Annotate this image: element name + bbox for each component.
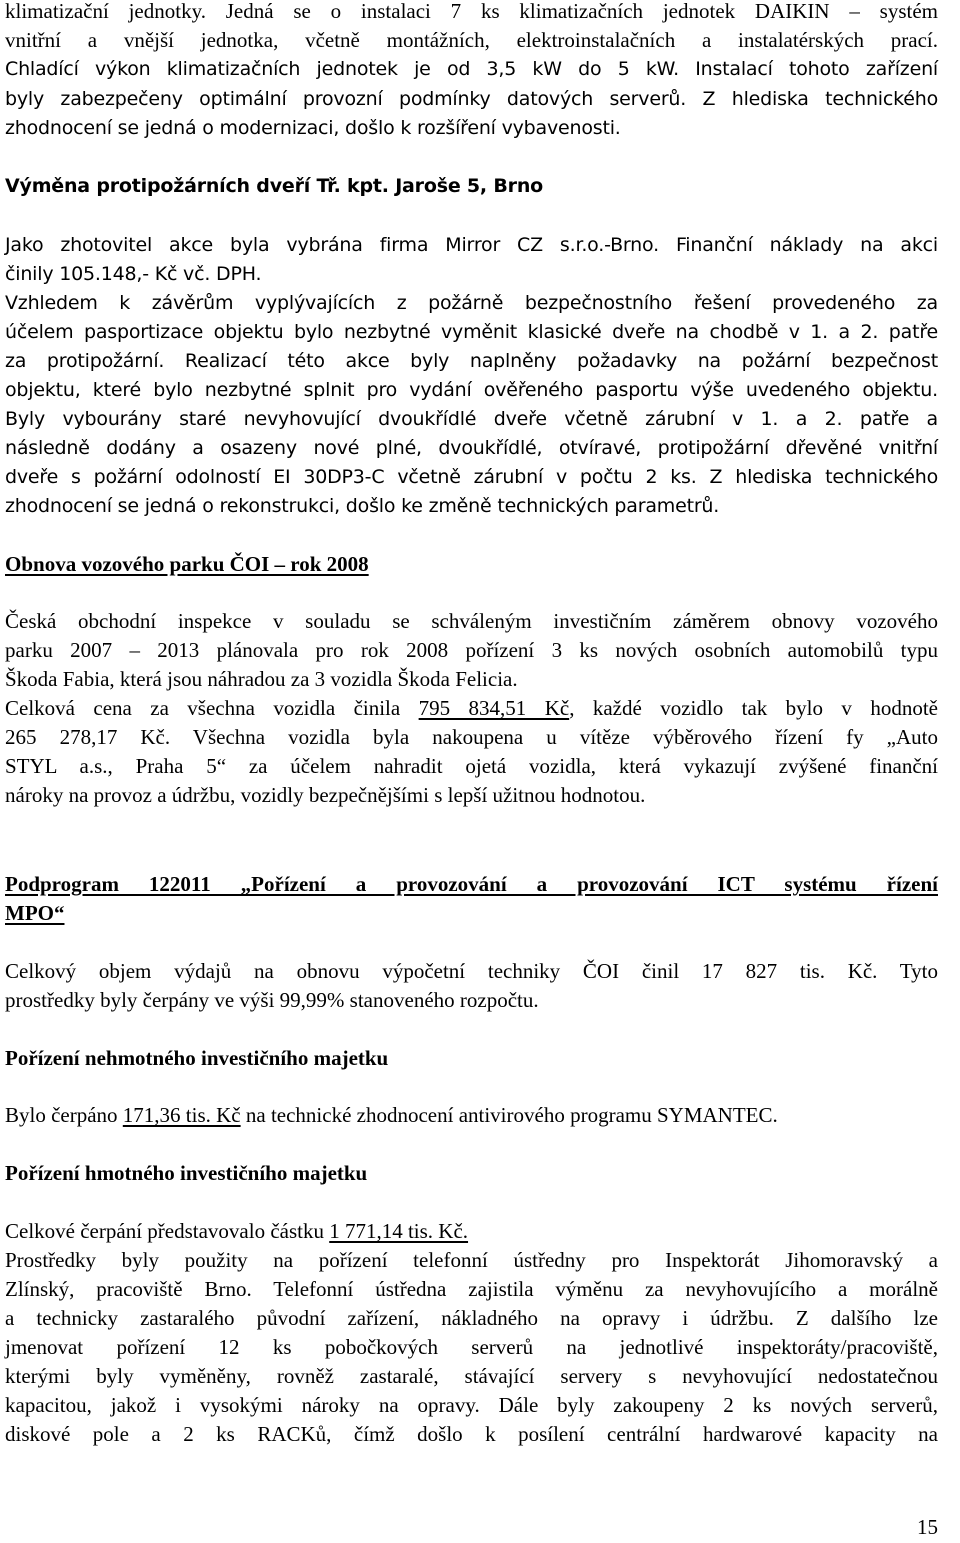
text-line — [5, 1217, 938, 1247]
text-line: diskové pole a 2 ks RACKů, čímž došlo k posílení centrální hardwarové kapacity na — [5, 1422, 938, 1446]
text-line: Prostředky byly použity na pořízení telefonní ústředny pro Inspektorát Jihomoravský a — [5, 1248, 938, 1272]
text-line: kapacitou, jakož i vysokými nároky na opravy. Dále byly zakoupeny 2 ks nových serverů, — [5, 1393, 938, 1417]
text-line: byly zabezpečeny optimální provozní podmínky datových serverů. Z hlediska technického — [5, 88, 938, 110]
text-line: 265 278,17 Kč. Všechna vozidla byla nakoupena u vítěze výběrového řízení fy „Auto — [5, 725, 938, 749]
amount-nehmotny: 171,36 tis. Kč — [122, 1103, 241, 1127]
section-heading-podprogram: Podprogram 122011 „Pořízení a provozování a provozování ICT systému řízení — [5, 872, 938, 896]
section-heading-dvere: Výměna protipožárních dveří Tř. kpt. Jaroše 5, Brno — [5, 175, 543, 197]
text-line: dveře s požární odolností EI 30DP3-C včetně zárubní v počtu 2 ks. Z hlediska technického — [5, 466, 938, 488]
text-line: Česká obchodní inspekce v souladu se schváleným investičním záměrem obnovy vozového — [5, 609, 938, 633]
text-line: činily 105.148,- Kč vč. DPH. — [5, 263, 262, 285]
text-span: , každé vozidlo tak bylo v hodnotě — [569, 696, 938, 720]
section-heading-nehmotny: Pořízení nehmotného investičního majetku — [5, 1046, 389, 1070]
text-line: klimatizační jednotky. Jedná se o instalaci 7 ks klimatizačních jednotek DAIKIN – systém — [5, 0, 938, 23]
text-line: parku 2007 – 2013 plánovala pro rok 2008 pořízení 3 ks nových osobních automobilů typu — [5, 638, 938, 662]
text-line: Chladící výkon klimatizačních jednotek je od 3,5 kW do 5 kW. Instalací tohoto zařízení — [5, 58, 938, 80]
text-line: jmenovat pořízení 12 ks pobočkových serverů na jednotlivé inspektoráty/pracoviště, — [5, 1335, 938, 1359]
text-line: STYL a.s., Praha 5“ za účelem nahradit ojetá vozidla, která vykazují zvýšené finanční — [5, 754, 938, 778]
text-line: a technicky zastaralého původní zařízení, nákladného na opravy i údržbu. Z dalšího lze — [5, 1306, 938, 1330]
text-line: následně dodány a osazeny nové plné, dvoukřídlé, otvíravé, protipožární dřevěné vnitřní — [5, 437, 938, 459]
section-heading-hmotny: Pořízení hmotného investičního majetku — [5, 1161, 368, 1185]
text-line: kterými byly vyměněny, rovněž zastaralé, stávající servery s nevyhovující nedostatečnou — [5, 1364, 938, 1388]
text-line: Byly vybourány staré nevyhovující dvoukřídlé dveře včetně zárubní v 1. a 2. patře a — [5, 408, 938, 430]
text-line — [5, 1101, 938, 1131]
section-heading-podprogram-cont: MPO“ — [5, 901, 65, 925]
text-line — [5, 694, 938, 724]
text-line: Jako zhotovitel akce byla vybrána firma Mirror CZ s.r.o.-Brno. Finanční náklady na akci — [5, 234, 938, 256]
text-line: zhodnocení se jedná o rekonstrukci, došlo ke změně technických parametrů. — [5, 495, 720, 517]
text-line: zhodnocení se jedná o modernizaci, došlo k rozšíření vybavenosti. — [5, 117, 621, 139]
page-number: 15 — [917, 1515, 938, 1539]
text-line: Škoda Fabia, která jsou náhradou za 3 vozidla Škoda Felicia. — [5, 667, 518, 691]
text-line: účelem pasportizace objektu bylo nezbytné vyměnit klasické dveře na chodbě v 1. a 2. patře — [5, 321, 938, 343]
text-line: Vzhledem k závěrům vyplývajících z požárně bezpečnostního řešení provedeného za — [5, 292, 938, 314]
text-line: za protipožární. Realizací této akce byly naplněny požadavky na požární bezpečnost — [5, 350, 938, 372]
section-heading-vozovy-park: Obnova vozového parku ČOI – rok 2008 — [5, 552, 369, 576]
text-line: vnitřní a vnější jednotka, včetně montážních, elektroinstalačních a instalatérských prací. — [5, 28, 938, 52]
text-span: Celkové čerpání představovalo částku — [5, 1219, 330, 1243]
text-line: objektu, které bylo nezbytné splnit pro vydání ověřeného pasportu výše uvedeného objektu. — [5, 379, 938, 401]
text-line: Celkový objem výdajů na obnovu výpočetní techniky ČOI činil 17 827 tis. Kč. Tyto — [5, 959, 938, 983]
amount-total: 795 834,51 Kč — [418, 696, 570, 720]
text-span: na technické zhodnocení antivirového programu SYMANTEC. — [240, 1103, 778, 1127]
amount-hmotny: 1 771,14 tis. Kč. — [329, 1219, 469, 1243]
text-line: nároky na provoz a údržbu, vozidly bezpečnějšími s lepší užitnou hodnotou. — [5, 783, 646, 807]
text-line: Zlínský, pracoviště Brno. Telefonní ústředna zajistila výměnu za nevyhovujícího a morálně — [5, 1277, 938, 1301]
text-span: Bylo čerpáno — [5, 1103, 123, 1127]
text-span: Celková cena za všechna vozidla činila — [5, 696, 419, 720]
text-line: prostředky byly čerpány ve výši 99,99% stanoveného rozpočtu. — [5, 988, 539, 1012]
